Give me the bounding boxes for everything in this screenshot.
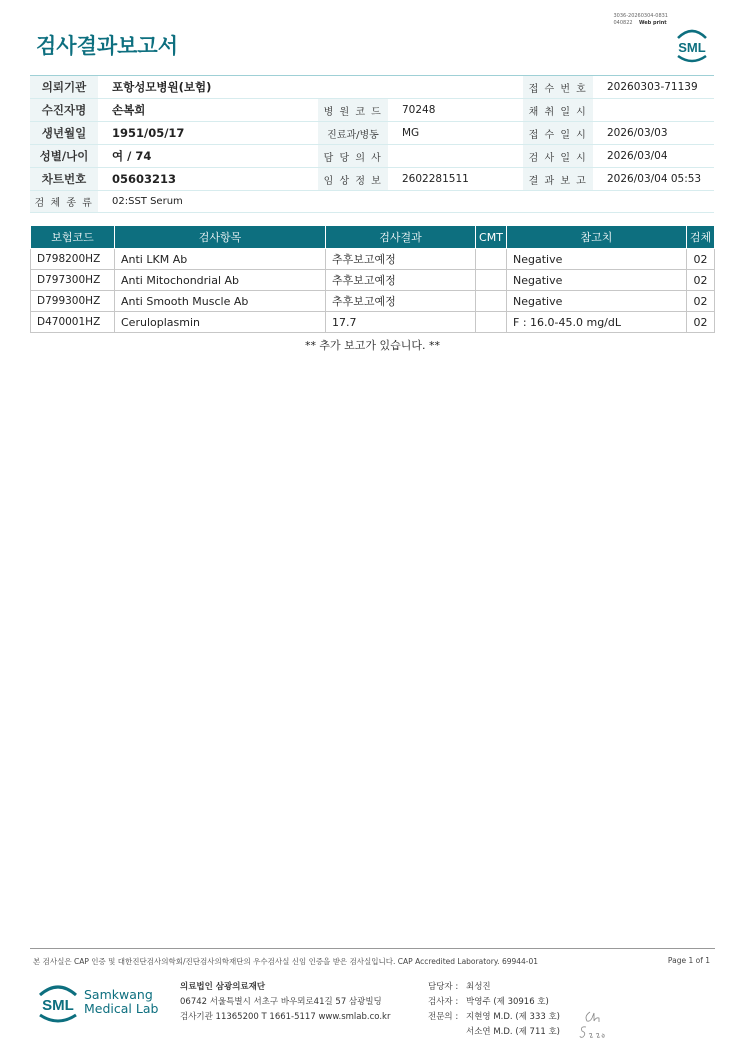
info-label: 접 수 번 호: [523, 76, 593, 99]
lab-address: 06742 서울특별시 서초구 바우뫼로41길 57 삼광빌딩: [180, 997, 382, 1007]
info-label: 담 당 의 사: [318, 145, 388, 168]
info-row: [30, 122, 714, 145]
info-label: 검 사 일 시: [523, 145, 593, 168]
cell-reference: Negative: [507, 291, 687, 312]
cell-result: 추후보고예정: [326, 249, 476, 270]
col-header-code: 보험코드: [31, 226, 115, 249]
specimen-label: 검 체 종 류: [30, 191, 98, 213]
print-code: [613, 13, 668, 27]
additional-report-note: ** 추가 보고가 있습니다. **: [304, 339, 441, 352]
cell-reference: F : 16.0-45.0 mg/dL: [507, 312, 687, 333]
staff-row: [428, 995, 560, 1010]
info-label: 생년월일: [30, 122, 98, 145]
staff-list: [428, 980, 560, 1040]
staff-role: [428, 1025, 466, 1040]
certification-note: 본 검사실은 CAP 인증 및 대한진단검사의학회/진단검사의학재단의 우수검사실 신임 인증을 받은 검사실입니다. CAP Accredited Laboratory. 69944-01: [33, 957, 539, 966]
col-header-item: 검사항목: [115, 226, 326, 249]
lab-info: [180, 980, 390, 1025]
info-value: 1951/05/17: [98, 122, 318, 145]
cell-reference: Negative: [507, 249, 687, 270]
company-name-line1: Samkwang: [84, 987, 153, 1002]
info-value: MG: [388, 122, 523, 145]
svg-text:SML: SML: [678, 40, 706, 55]
info-label: 접 수 일 시: [523, 122, 593, 145]
staff-role: 담당자 :: [428, 982, 459, 992]
info-label: 결 과 보 고: [523, 168, 593, 191]
print-code-line2: 040822: [613, 20, 633, 26]
results-header-row: [31, 226, 715, 249]
cell-code: D799300HZ: [31, 291, 115, 312]
signature-2: [578, 1024, 606, 1040]
info-value: 05603213: [98, 168, 318, 191]
col-header-reference: 참고치: [507, 226, 687, 249]
cell-code: D797300HZ: [31, 270, 115, 291]
info-label: 차트번호: [30, 168, 98, 191]
specimen-value: 02:SST Serum: [98, 191, 714, 213]
results-table: [30, 225, 715, 333]
info-label: 의뢰기관: [30, 76, 98, 99]
cell-result: 추후보고예정: [326, 291, 476, 312]
info-value: 여 / 74: [98, 145, 318, 168]
info-label: 임 상 정 보: [318, 168, 388, 191]
info-value: 2026/03/04: [593, 145, 714, 168]
info-value: [593, 99, 714, 122]
patient-info-table: [30, 75, 714, 213]
print-mode: Web print: [638, 20, 667, 26]
cell-specimen: 02: [687, 270, 715, 291]
print-code-line1: 3036-20260304-0831: [613, 13, 668, 19]
svg-text:SML: SML: [42, 997, 74, 1014]
foundation-name: 의료법인 삼광의료재단: [180, 982, 266, 992]
info-row: [30, 99, 714, 122]
footer-divider: [30, 948, 715, 949]
staff-role: 전문의 :: [428, 1012, 459, 1022]
info-label: 성별/나이: [30, 145, 98, 168]
cell-result: 17.7: [326, 312, 476, 333]
col-header-cmt: CMT: [476, 226, 507, 249]
staff-role: 검사자 :: [428, 997, 459, 1007]
table-row: [31, 291, 715, 312]
info-row-specimen: [30, 191, 714, 213]
cell-cmt: [476, 291, 507, 312]
staff-row: [428, 1025, 560, 1040]
sml-footer-logo: [36, 981, 80, 1029]
info-row: [30, 145, 714, 168]
cell-cmt: [476, 249, 507, 270]
info-label: 수진자명: [30, 99, 98, 122]
staff-name: 서소연 M.D. (제 711 호): [466, 1027, 561, 1037]
staff-row: [428, 1010, 560, 1025]
info-label: [318, 76, 388, 99]
col-header-specimen: 검체: [687, 226, 715, 249]
info-value: 2026/03/03: [593, 122, 714, 145]
staff-name: 박영주 (제 30916 호): [466, 997, 549, 1007]
sml-logo: [672, 26, 712, 68]
staff-row: [428, 980, 560, 995]
info-row: [30, 168, 714, 191]
cell-specimen: 02: [687, 291, 715, 312]
cell-cmt: [476, 270, 507, 291]
company-name-line2: Medical Lab: [84, 1001, 159, 1016]
page-number: Page 1 of 1: [667, 956, 710, 965]
info-label: 채 취 일 시: [523, 99, 593, 122]
staff-name: 최성진: [466, 982, 491, 992]
cell-reference: Negative: [507, 270, 687, 291]
info-label: 병 원 코 드: [318, 99, 388, 122]
report-title: 검사결과보고서: [36, 34, 179, 58]
info-value: 70248: [388, 99, 523, 122]
cell-item: Ceruloplasmin: [115, 312, 326, 333]
info-value: 2602281511: [388, 168, 523, 191]
table-row: [31, 312, 715, 333]
cell-result: 추후보고예정: [326, 270, 476, 291]
staff-name: 지현영 M.D. (제 333 호): [466, 1012, 561, 1022]
info-value: [388, 76, 523, 99]
table-row: [31, 270, 715, 291]
info-value: 2026/03/04 05:53: [593, 168, 714, 191]
cell-code: D470001HZ: [31, 312, 115, 333]
cell-item: Anti Mitochondrial Ab: [115, 270, 326, 291]
cell-cmt: [476, 312, 507, 333]
info-value: 포항성모병원(보험): [98, 76, 318, 99]
company-name: [84, 988, 158, 1016]
cell-specimen: 02: [687, 312, 715, 333]
lab-contact: 검사기관 11365200 T 1661-5117 www.smlab.co.kr: [180, 1012, 391, 1022]
cell-item: Anti LKM Ab: [115, 249, 326, 270]
col-header-result: 검사결과: [326, 226, 476, 249]
cell-code: D798200HZ: [31, 249, 115, 270]
cell-specimen: 02: [687, 249, 715, 270]
info-value: 20260303-71139: [593, 76, 714, 99]
table-row: [31, 249, 715, 270]
info-label: 진료과/병동: [318, 122, 388, 145]
cell-item: Anti Smooth Muscle Ab: [115, 291, 326, 312]
signature-1: [582, 1010, 602, 1024]
info-row: [30, 76, 714, 99]
info-value: [388, 145, 523, 168]
info-value: 손복희: [98, 99, 318, 122]
